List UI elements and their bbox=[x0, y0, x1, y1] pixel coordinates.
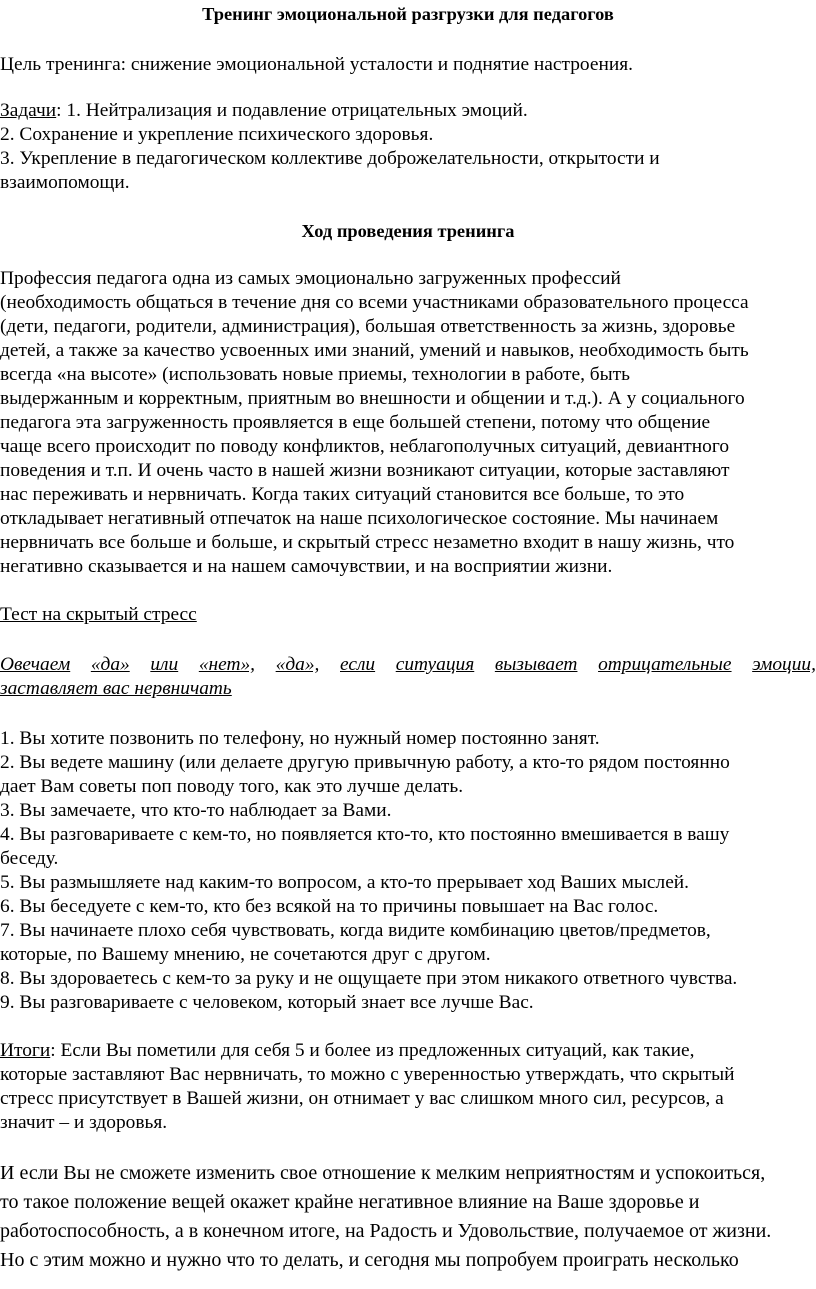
question-item: дает Вам советы поп поводу того, как это лучше делать. bbox=[0, 776, 464, 797]
question-item: 3. Вы замечаете, что кто-то наблюдает за Вами. bbox=[0, 800, 392, 821]
tasks-line-1 bbox=[0, 99, 528, 123]
section-heading: Ход проведения тренинга bbox=[301, 221, 515, 241]
intro-line: (дети, педагоги, родители, администрация), большая ответственность за жизнь, здоровье bbox=[0, 316, 736, 337]
intro-line: откладывает негативный отпечаток на наше психологическое состояние. Мы начинаем bbox=[0, 508, 719, 529]
instruction-word: или bbox=[150, 654, 179, 675]
question-item: 1. Вы хотите позвонить по телефону, но нужный номер постоянно занят. bbox=[0, 728, 600, 749]
task-3-cont: взаимопомощи. bbox=[0, 172, 130, 193]
question-item: которые, по Вашему мнению, не сочетаются друг с другом. bbox=[0, 944, 491, 965]
tasks-label: Задачи bbox=[0, 100, 57, 121]
results-line: стресс присутствует в Вашей жизни, он отнимает у вас слишком много сил, ресурсов, а bbox=[0, 1088, 724, 1109]
intro-line: выдержанным и корректным, приятным во внешности и общении и т.д.). А у социального bbox=[0, 388, 745, 409]
instruction-word: Овечаем bbox=[0, 654, 71, 675]
question-item: 9. Вы разговариваете с человеком, который знает все лучше Вас. bbox=[0, 992, 534, 1013]
question-item: 2. Вы ведете машину (или делаете другую привычную работу, а кто-то рядом постоянно bbox=[0, 752, 730, 773]
instruction-word: эмоции, bbox=[752, 654, 816, 675]
goal-line: Цель тренинга: снижение эмоциональной усталости и поднятие настроения. bbox=[0, 54, 633, 75]
closing-line: то такое положение вещей окажет крайне негативное влияние на Ваше здоровье и bbox=[0, 1191, 700, 1213]
question-item: 5. Вы размышляете над каким-то вопросом, а кто-то прерывает ход Ваших мыслей. bbox=[0, 872, 690, 893]
task-1: : 1. Нейтрализация и подавление отрицательных эмоций. bbox=[56, 100, 528, 121]
intro-line: негативно сказывается и на нашем самочувствии, и на восприятии жизни. bbox=[0, 556, 613, 577]
intro-line: всегда «на высоте» (использовать новые приемы, технологии в работе, быть bbox=[0, 364, 630, 385]
closing-line: работоспособность, а в конечном итоге, на Радость и Удовольствие, получаемое от жизни. bbox=[0, 1220, 772, 1242]
intro-line: нас переживать и нервничать. Когда таких ситуаций становится все больше, то это bbox=[0, 484, 685, 505]
instruction-word: ситуация bbox=[395, 654, 475, 675]
instruction-word: «да», bbox=[275, 654, 320, 675]
test-heading: Тест на скрытый стресс bbox=[0, 604, 197, 625]
intro-line: Профессия педагога одна из самых эмоционально загруженных профессий bbox=[0, 268, 621, 289]
intro-line: детей, а также за качество усвоенных ими знаний, умений и навыков, необходимость быть bbox=[0, 340, 749, 361]
document-title: Тренинг эмоциональной разгрузки для педагогов bbox=[202, 4, 614, 24]
results-label: Итоги bbox=[0, 1040, 51, 1061]
closing-line: И если Вы не сможете изменить свое отношение к мелким неприятностям и успокоиться, bbox=[0, 1162, 766, 1184]
task-3: 3. Укрепление в педагогическом коллективе доброжелательности, открытости и bbox=[0, 148, 660, 169]
results-line: значит – и здоровья. bbox=[0, 1112, 168, 1133]
instruction-word: если bbox=[340, 654, 376, 675]
instruction-word: отрицательные bbox=[598, 654, 732, 675]
intro-line: чаще всего происходит по поводу конфликтов, неблагополучных ситуаций, девиантного bbox=[0, 436, 730, 457]
question-item: беседу. bbox=[0, 848, 59, 869]
instruction-word: «да» bbox=[90, 654, 130, 675]
results-text: : Если Вы пометили для себя 5 и более из предложенных ситуаций, как такие, bbox=[50, 1040, 695, 1061]
intro-line: (необходимость общаться в течение дня со всеми участниками образовательного процесса bbox=[0, 292, 749, 313]
test-instruction-line-1 bbox=[0, 653, 816, 677]
test-instruction-line-2: заставляет вас нервничать bbox=[0, 678, 232, 699]
instruction-word: вызывает bbox=[494, 654, 578, 675]
question-item: 8. Вы здороваетесь с кем-то за руку и не ощущаете при этом никакого ответного чувства. bbox=[0, 968, 738, 989]
instruction-word: «нет», bbox=[198, 654, 256, 675]
results-line: которые заставляют Вас нервничать, то можно с уверенностью утверждать, что скрытый bbox=[0, 1064, 735, 1085]
intro-line: педагога эта загруженность проявляется в еще большей степени, потому что общение bbox=[0, 412, 711, 433]
question-item: 6. Вы беседуете с кем-то, кто без всякой на то причины повышает на Вас голос. bbox=[0, 896, 659, 917]
intro-line: нервничать все больше и больше, и скрытый стресс незаметно входит в нашу жизнь, что bbox=[0, 532, 735, 553]
question-item: 4. Вы разговариваете с кем-то, но появляется кто-то, кто постоянно вмешивается в вашу bbox=[0, 824, 730, 845]
task-2: 2. Сохранение и укрепление психического здоровья. bbox=[0, 124, 434, 145]
question-item: 7. Вы начинаете плохо себя чувствовать, когда видите комбинацию цветов/предметов, bbox=[0, 920, 711, 941]
results-line-1 bbox=[0, 1039, 694, 1063]
intro-line: поведения и т.п. И очень часто в нашей жизни возникают ситуации, которые заставляют bbox=[0, 460, 730, 481]
closing-line: Но с этим можно и нужно что то делать, и сегодня мы попробуем проиграть несколько bbox=[0, 1249, 739, 1271]
